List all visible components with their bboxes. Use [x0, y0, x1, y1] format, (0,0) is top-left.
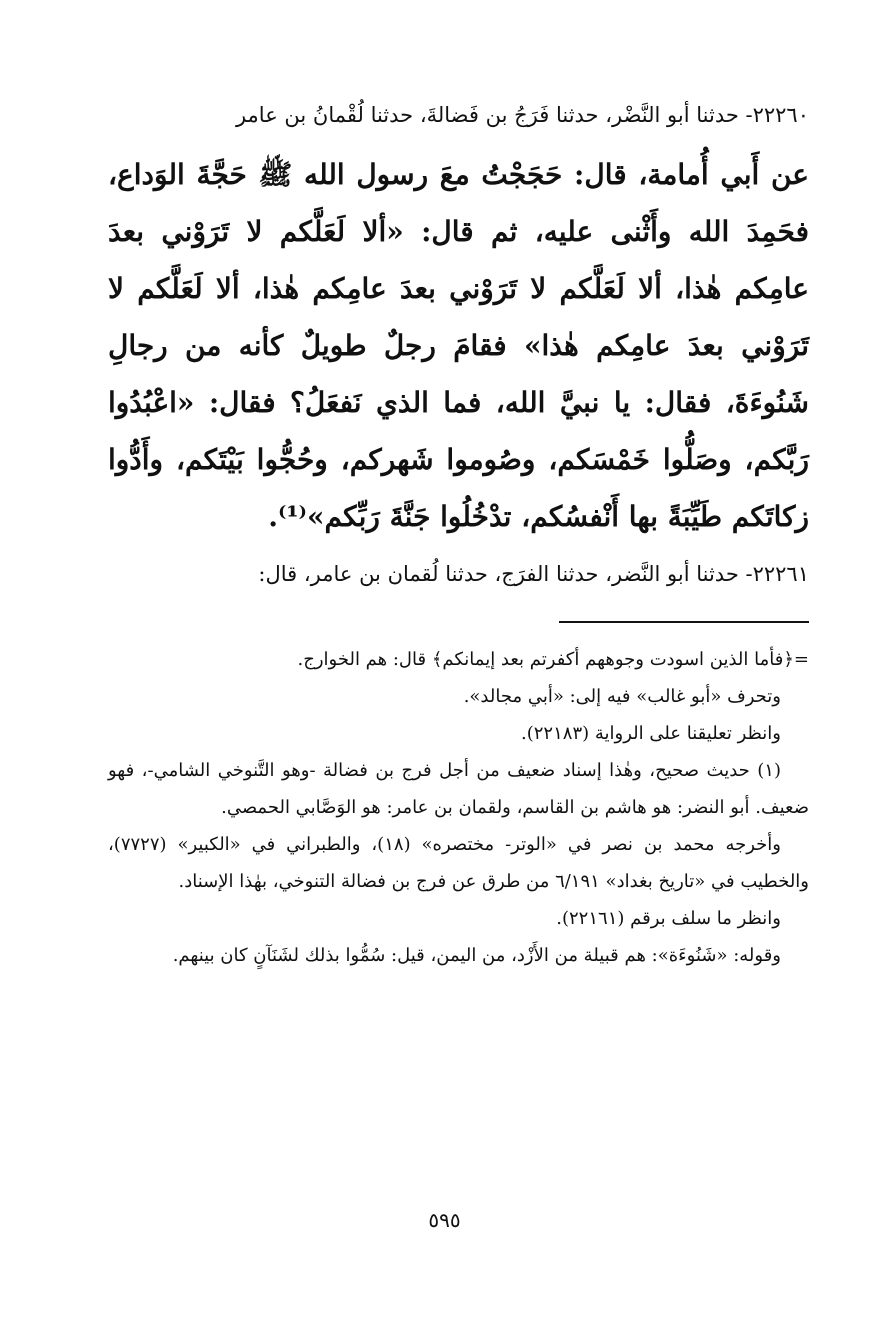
footnote-divider — [559, 621, 809, 623]
hadith-2260-matn: عن أَبي أُمامة، قال: حَجَجْتُ معَ رسول الله ﷺ حَجَّةَ الوَداع، فحَمِدَ الله وأَثْنى عليه، ثم قال: «ألا لَعَلَّكم لا تَرَوْني بعدَ عامِكم هٰذا، ألا لَعَلَّكم لا تَرَوْني بعدَ عامِكم هٰذا، ألا لَعَلَّكم لا تَرَوْني بعدَ عامِكم هٰذا» فقامَ رجلٌ طويلٌ كأنه من رجالِ شَنُوءَةَ، فقال: يا نبيَّ الله، فما الذي نَفعَلُ؟ فقال: «اعْبُدُوا رَبَّكم، وصَلُّوا خَمْسَكم، وصُوموا شَهركم، وحُجُّوا بَيْتَكم، وأَدُّوا زكاتَكم طَيِّبَةً بها أَنْفسُكم، تدْخُلُوا جَنَّةَ رَبِّكم»⁽¹⁾. — [108, 158, 809, 533]
hadith-2261-isnad: ٢٢٢٦١- حدثنا أبو النَّضر، حدثنا الفرَج، حدثنا لُقمان بن عامر، قال: — [258, 562, 809, 586]
page-number: ٥٩٥ — [428, 1208, 461, 1232]
footnote-1-paragraph: (١) حديث صحيح، وهٰذا إسناد ضعيف من أجل فرج بن فضالة -وهو التَّنوخي الشامي-، فهو ضعيف. أبو النضر: هو هاشم بن القاسم، ولقمان بن عامر: هو الوَصَّابي الحمصي. — [108, 760, 809, 818]
hadith-2260-isnad: ٢٢٢٦٠- حدثنا أبو النَّضْر، حدثنا فَرَجُ بن فَضالةَ، حدثنا لُقْمانُ بن عامر — [235, 103, 809, 127]
footnote-continuation-line: وتحرف «أبو غالب» فيه إلى: «أبي مجالد». — [463, 686, 781, 707]
footnote-1-paragraph: وانظر ما سلف برقم (٢٢١٦١). — [556, 908, 781, 929]
footnote-1-paragraph: وأخرجه محمد بن نصر في «الوتر- مختصره» (١٨)، والطبراني في «الكبير» (٧٧٢٧)، والخطيب في «تاريخ بغداد» ٦/١٩١ من طرق عن فرج بن فضالة التنوخي، بهٰذا الإسناد. — [108, 834, 809, 892]
footnote-continuation-line: وانظر تعليقنا على الرواية (٢٢١٨٣). — [521, 723, 781, 744]
footnote-1-paragraph: وقوله: «شَنُوءَة»: هم قبيلة من الأَزْد، من اليمن، قيل: سُمُّوا بذلك لشَنَآنٍ كان بينهم. — [172, 945, 781, 966]
footnotes — [108, 641, 809, 974]
footnote-continuation-line: =﴿فأما الذين اسودت وجوههم أكفرتم بعد إيمانكم﴾ قال: هم الخوارج. — [297, 649, 809, 670]
